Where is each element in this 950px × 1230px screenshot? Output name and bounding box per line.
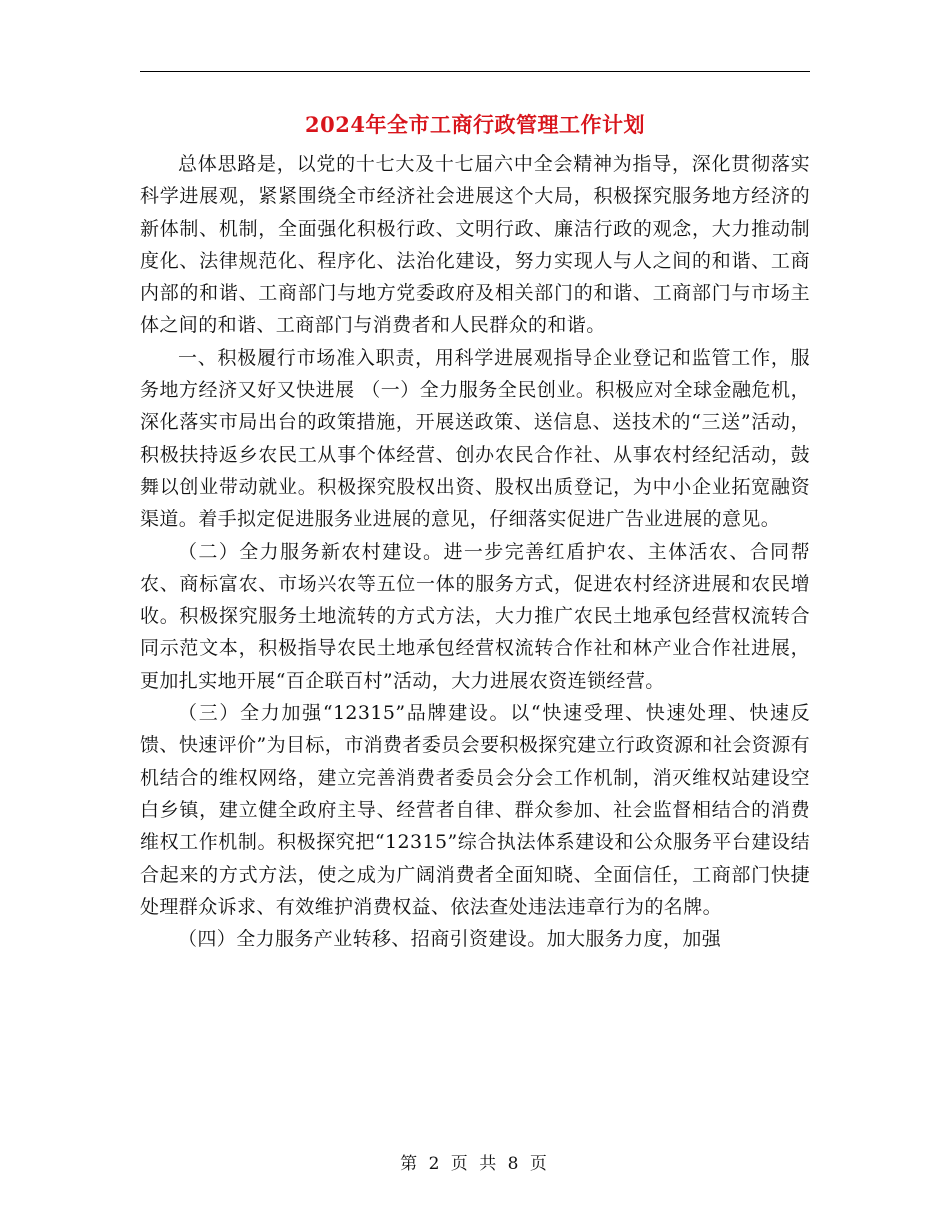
document-body bbox=[140, 148, 810, 955]
page-number: 第 2 页 共 8 页 bbox=[400, 1154, 550, 1174]
header-rule bbox=[140, 71, 810, 72]
paragraph-item-three: （三）全力加强“12315”品牌建设。以“快速受理、快速处理、快速反馈、快速评价”为目标，市消费者委员会要积极探究建立行政资源和社会资源有机结合的维权网络，建立完善消费者委员会分会工作机制，消灭维权站建设空白乡镇，建立健全政府主导、经营者自律、群众参加、社会监督相结合的消费维权工作机制。积极探究把“12315”综合执法体系建设和公众服务平台建设结合起来的方式方法，使之成为广阔消费者全面知晓、全面信任，工商部门快捷处理群众诉求、有效维护消费权益、依法查处违法违章行为的名牌。 bbox=[140, 702, 810, 918]
paragraph-item-two: （二）全力服务新农村建设。进一步完善红盾护农、主体活农、合同帮农、商标富农、市场兴农等五位一体的服务方式，促进农村经济进展和农民增收。积极探究服务土地流转的方式方法，大力推广农民土地承包经营权流转合同示范文本，积极指导农民土地承包经营权流转合作社和林产业合作社进展，更加扎实地开展“百企联百村”活动，大力进展农资连锁经营。 bbox=[140, 540, 810, 692]
document-title: 2024年全市工商行政管理工作计划 bbox=[305, 112, 645, 137]
paragraph-item-four: （四）全力服务产业转移、招商引资建设。加大服务力度，加强 bbox=[178, 928, 722, 951]
paragraph-section-one: 一、积极履行市场准入职责，用科学进展观指导企业登记和监管工作，服务地方经济又好又快进展 （一）全力服务全民创业。积极应对全球金融危机，深化落实市局出台的政策措施，开展送政策、送信息、送技术的“三送”活动，积极扶持返乡农民工从事个体经营、创办农民合作社、从事农村经纪活动，鼓舞以创业带动就业。积极探究股权出资、股权出质登记，为中小企业拓宽融资渠道。着手拟定促进服务业进展的意见，仔细落实促进广告业进展的意见。 bbox=[140, 346, 810, 531]
paragraph-general-approach: 总体思路是，以党的十七大及十七届六中全会精神为指导，深化贯彻落实科学进展观，紧紧围绕全市经济社会进展这个大局，积极探究服务地方经济的新体制、机制，全面强化积极行政、文明行政、廉洁行政的观念，大力推动制度化、法律规范化、程序化、法治化建设，努力实现人与人之间的和谐、工商内部的和谐、工商部门与地方党委政府及相关部门的和谐、工商部门与市场主体之间的和谐、工商部门与消费者和人民群众的和谐。 bbox=[140, 153, 810, 337]
